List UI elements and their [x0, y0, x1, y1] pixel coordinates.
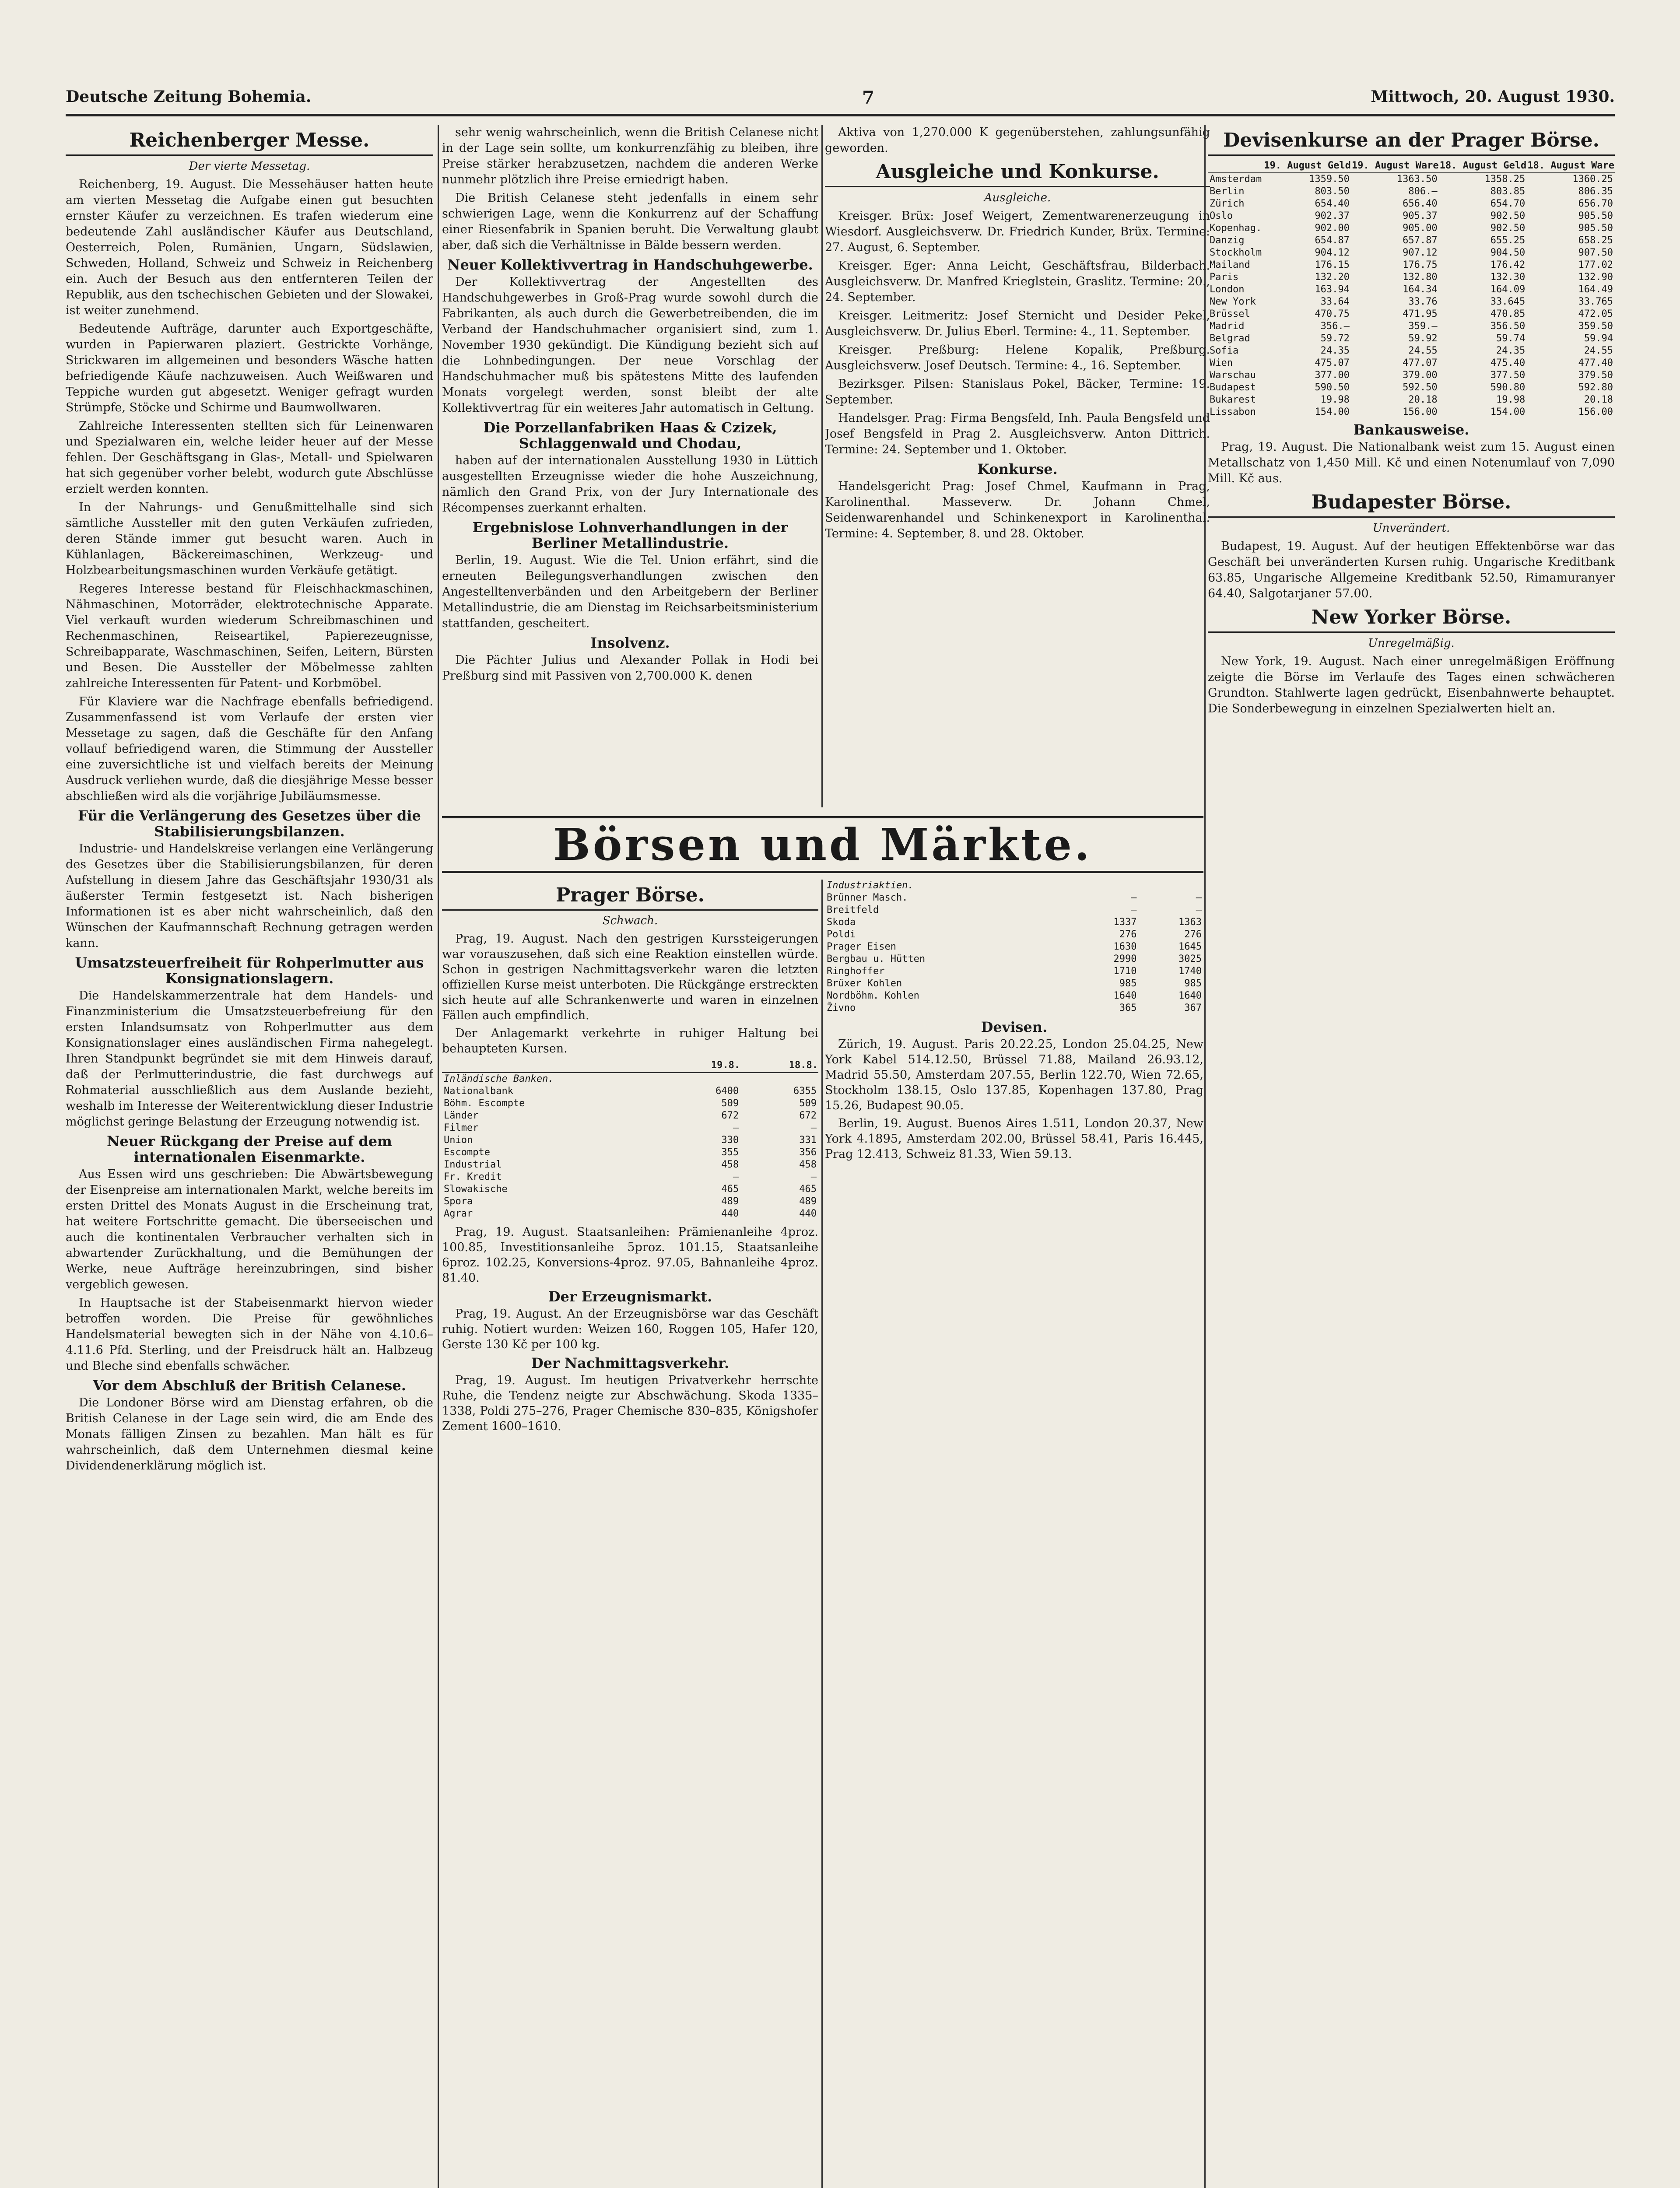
article-subtitle: Schwach.	[602, 914, 658, 927]
table-row	[442, 1147, 818, 1159]
table-cell-value: 359.—	[1408, 321, 1438, 332]
table-cell-name: New York	[1210, 296, 1256, 307]
section-heading: Für die Verlängerung des Gesetzes über die Stabilisierungsbilanzen.	[78, 807, 421, 840]
table-cell-value: 132.80	[1403, 272, 1438, 283]
table-row	[442, 1110, 818, 1122]
section-heading: Der Erzeugnismarkt.	[548, 1288, 712, 1305]
table-row	[442, 1171, 818, 1183]
table-cell-value: 803.85	[1490, 186, 1526, 197]
table-cell-value: 985	[1184, 978, 1202, 989]
paragraph: Berlin, 19. August. Buenos Aires 1.511, London 20.37, New York 4.1895, Amsterdam 202.00, Brüssel 58.41, Paris 16.445, Prag 12.413, Schweiz 81.33, Wien 59.13.	[825, 1117, 1203, 1161]
table-cell-value: 132.90	[1578, 272, 1613, 283]
table-row	[1208, 186, 1615, 198]
table-cell-value: 59.92	[1408, 333, 1438, 344]
table-cell-name: Agrar	[444, 1208, 473, 1219]
paragraph: Industrie- und Handelskreise verlangen eine Verlängerung des Gesetzes über die Stabilisierungsbilanzen, für deren Aufstellung in diesem Jahre das Geschäftsjahr 1930/31 als äußerster Termin festgesetzt ist. Nach bisherigen Informationen ist es aber nicht wahrscheinlich, daß den Wünschen der Kaufmannschaft Rechnung getragen werden kann.	[66, 842, 433, 950]
table-header-row	[1208, 159, 1615, 173]
table-row	[1208, 345, 1615, 357]
table-cell-name: Berlin	[1210, 186, 1245, 197]
paragraph: Für Klaviere war die Nachfrage ebenfalls befriedigend. Zusammenfassend ist vom Verlaufe der ersten vier Messetage zu sagen, daß die Geschäfte für den Anfang vollauf befriedigend waren, die Stimmung der Aussteller eine zuversichtliche ist und vielfach bereits der Meinung Ausdruck verliehen wurde, daß die diesjährige Messe besser abschließen wird als die vorjährige Jubiläumsmesse.	[66, 695, 433, 803]
table-row	[1208, 382, 1615, 394]
table-cell-value: 163.94	[1315, 284, 1350, 295]
table-cell-name: Breitfeld	[827, 905, 879, 915]
table-cell-value: —	[810, 1171, 817, 1182]
paragraph: Zürich, 19. August. Paris 20.22.25, London 25.04.25, New York Kabel 514.12.50, Brüssel 71.88, Mailand 26.93.12, Madrid 55.50, Amsterdam 207.55, Berlin 122.70, Wien 72.65, Stockholm 138.15, Oslo 137.85, Kopenhagen 137.80, Prag 15.26, Budapest 90.05.	[825, 1038, 1203, 1112]
exchange-rate-table	[1208, 159, 1615, 418]
article-title: Prager Börse.	[442, 884, 818, 911]
table-row	[825, 978, 1203, 990]
table-cell-value: 367	[1184, 1003, 1202, 1013]
paragraph: Handelsger. Prag: Firma Bengsfeld, Inh. Paula Bengsfeld und Josef Bengsfeld in Prag 2. Ausgleichsverw. Anton Dittrich. Termine: 24. September und 1. Oktober.	[825, 411, 1210, 456]
table-row	[1208, 406, 1615, 418]
table-cell-value: 154.00	[1490, 407, 1526, 417]
table-cell-value: 803.50	[1315, 186, 1350, 197]
table-cell-value: 176.15	[1315, 259, 1350, 270]
table-cell-value: 377.50	[1490, 370, 1526, 381]
paragraph: Kreisger. Leitmeritz: Josef Sternicht und Desider Pekel, Ausgleichsverw. Dr. Julius Eberl. Termine: 4., 11. September.	[825, 309, 1210, 338]
article-subtitle: Der vierte Messetag.	[189, 160, 310, 173]
paragraph: Handelsgericht Prag: Josef Chmel, Kaufmann in Prag, Karolinenthal. Masseverw. Dr. Johann Chmel, Seidenwarenhandel und Schinkenexport in Karolinenthal. Termine: 4. September, 8. und 28. Oktober.	[825, 480, 1210, 540]
table-cell-value: 654.87	[1315, 235, 1350, 246]
table-cell-name: London	[1210, 284, 1245, 295]
table-cell-value: 458	[721, 1159, 739, 1170]
section-heading: Insolvenz.	[590, 635, 670, 651]
paragraph: Kreisger. Brüx: Josef Weigert, Zementwarenerzeugung in Wiesdorf. Ausgleichsverw. Dr. Friedrich Kunder, Brüx. Termine: 27. August, 6. September.	[825, 209, 1210, 254]
paragraph: Budapest, 19. August. Auf der heutigen Effektenbörse war das Geschäft bei unveränderten Kursen ruhig. Ungarische Kreditbank 63.85, Ungarische Allgemeine Kreditbank 52.50, Rimamuranyer 64.40, Salgotarjaner 57.00.	[1208, 540, 1615, 600]
table-cell-value: 985	[1119, 978, 1137, 989]
table-cell-value: 164.49	[1578, 284, 1613, 295]
table-cell-value: 276	[1119, 929, 1137, 940]
table-cell-value: 6355	[793, 1086, 817, 1097]
table-cell-value: 1363.50	[1396, 174, 1438, 185]
paragraph: Regeres Interesse bestand für Fleischhackmaschinen, Nähmaschinen, Motorräder, elektrotechnische Apparate. Viel verkauft wurden wiederum Schreibmaschinen und Rechenmaschinen, Reiseartikel, Papierezeugnisse, Schreibapparate, Waschmaschinen, Seifen, Leitern, Bürsten und Besen. Die Aussteller der Möbelmesse zahlten zahlreiche Interessenten für Patent- und Korbmöbel.	[66, 582, 433, 690]
table-cell-value: 356.—	[1320, 321, 1350, 332]
table-cell-value: 470.85	[1490, 309, 1526, 319]
column-devisen	[825, 880, 1203, 2188]
article-subtitle: Unverändert.	[1372, 522, 1450, 535]
column-devisenkurse	[1208, 125, 1615, 2188]
paper-name: Deutsche Zeitung Bohemia.	[66, 88, 312, 106]
table-cell-value: 24.35	[1320, 345, 1350, 356]
table-section-row	[825, 880, 1203, 892]
table-cell-value: 509	[799, 1098, 817, 1109]
table-cell-value: 907.12	[1403, 247, 1438, 258]
table-cell-value: 509	[721, 1098, 739, 1109]
column-rule	[821, 125, 823, 807]
table-cell-value: 1360.25	[1572, 174, 1613, 185]
table-cell-value: 379.50	[1578, 370, 1613, 381]
table-cell-value: 177.02	[1578, 259, 1613, 270]
paragraph: Der Kollektivvertrag der Angestellten des Handschuhgewerbes in Groß-Prag wurde sowohl durch die Fabrikanten, als auch durch die Gewerbetreibenden, die im Verband der Handschuhmacher organisiert sind, zum 1. November 1930 gekündigt. Die Kündigung bezieht sich auf die Lohnbedingungen. Der neue Vorschlag der Handschuhmacher muß bis spätestens Mitte des laufenden Monats vorgelegt werden, sonst bleibt der alte Kollektivvertrag für ein weiteres Jahr automatisch in Geltung.	[442, 275, 818, 415]
table-cell-value: 1640	[1178, 990, 1202, 1001]
column-messe	[66, 125, 433, 2188]
table-row	[442, 1196, 818, 1208]
table-cell-value: 377.00	[1315, 370, 1350, 381]
table-row	[1208, 222, 1615, 235]
table-cell-value: 902.37	[1315, 210, 1350, 221]
table-row	[1208, 235, 1615, 247]
table-section-row	[442, 1073, 818, 1085]
table-row	[1208, 284, 1615, 296]
article-title: Reichenberger Messe.	[66, 129, 433, 156]
table-row	[825, 953, 1203, 965]
table-cell-value: 806.35	[1578, 186, 1613, 197]
table-row	[1208, 173, 1615, 186]
table-row	[825, 941, 1203, 953]
paragraph: Prag, 19. August. Im heutigen Privatverkehr herrschte Ruhe, die Tendenz neigte zur Abschwächung. Skoda 1335–1338, Poldi 275–276, Prager Chemische 830–835, Königshofer Zement 1600–1610.	[442, 1374, 818, 1433]
column-rule	[821, 880, 823, 2188]
table-row	[825, 916, 1203, 929]
table-cell-value: 1337	[1113, 917, 1137, 928]
section-heading: Bankausweise.	[1353, 421, 1470, 438]
table-cell-value: 654.40	[1315, 198, 1350, 209]
table-cell-value: 19.98	[1320, 394, 1350, 405]
table-cell-value: 1740	[1178, 966, 1202, 977]
table-cell-name: Kopenhag.	[1210, 223, 1262, 234]
table-row	[825, 904, 1203, 916]
table-cell-value: 3025	[1178, 954, 1202, 964]
table-cell-value: 176.42	[1490, 259, 1526, 270]
table-row	[1208, 394, 1615, 406]
section-heading: Neuer Rückgang der Preise auf dem internationalen Eisenmarkte.	[107, 1133, 392, 1165]
table-cell-name: Oslo	[1210, 210, 1233, 221]
table-cell-value: 1363	[1178, 917, 1202, 928]
table-row	[1208, 320, 1615, 333]
table-header: 18. August Ware	[1527, 159, 1615, 173]
table-row	[1208, 357, 1615, 369]
table-cell-value: 331	[799, 1135, 817, 1146]
column-celanese	[442, 125, 818, 781]
table-cell-value: 905.00	[1403, 223, 1438, 234]
stock-table	[442, 1059, 818, 1220]
table-cell-value: 33.76	[1408, 296, 1438, 307]
table-row	[1208, 369, 1615, 382]
table-cell-value: 20.18	[1584, 394, 1613, 405]
section-heading: Umsatzsteuerfreiheit für Rohperlmutter aus Konsignationslagern.	[75, 954, 424, 987]
table-cell-value: 1630	[1113, 941, 1137, 952]
table-cell-value: 590.50	[1315, 382, 1350, 393]
issue-date: Mittwoch, 20. August 1930.	[1371, 88, 1615, 106]
paragraph: Aus Essen wird uns geschrieben: Die Abwärtsbewegung der Eisenpreise am internationalen Markt, welche bereits im ersten Drittel des Monats August in die Erscheinung trat, hat weitere Fortschritte gemacht. Die überseeischen und auch die kontinentalen Verbraucher verhalten sich in abwartender Zurückhaltung, und die Bemühungen der Werke, neue Aufträge hereinzubringen, sind bisher vergeblich gewesen.	[66, 1168, 433, 1291]
table-row	[1208, 296, 1615, 308]
table-header: 19.8.	[663, 1059, 740, 1073]
table-cell-value: 132.30	[1490, 272, 1526, 283]
table-cell-value: 6400	[715, 1086, 739, 1097]
table-row	[1208, 210, 1615, 222]
table-cell-value: —	[1131, 905, 1137, 915]
table-cell-value: 59.94	[1584, 333, 1613, 344]
table-cell-value: —	[1196, 905, 1202, 915]
table-section-label: Inländische Banken.	[444, 1073, 554, 1084]
table-cell-value: 658.25	[1578, 235, 1613, 246]
table-cell-name: Amsterdam	[1210, 174, 1262, 185]
table-header: 19. August Ware	[1351, 159, 1439, 173]
table-cell-name: Industrial	[444, 1159, 502, 1170]
table-cell-value: 902.00	[1315, 223, 1350, 234]
table-cell-value: 1359.50	[1309, 174, 1350, 185]
stock-table-industry	[825, 880, 1203, 1014]
table-cell-value: 132.20	[1315, 272, 1350, 283]
paragraph: Prag, 19. August. An der Erzeugnisbörse war das Geschäft ruhig. Notiert wurden: Weizen 160, Roggen 105, Hafer 120, Gerste 130 Kč per 100 kg.	[442, 1307, 818, 1351]
table-row	[1208, 308, 1615, 320]
table-cell-value: 59.72	[1320, 333, 1350, 344]
table-cell-value: 164.34	[1403, 284, 1438, 295]
page-number: 7	[862, 88, 874, 108]
table-cell-value: 465	[721, 1184, 739, 1195]
table-cell-value: 355	[721, 1147, 739, 1158]
table-header-row	[442, 1059, 818, 1073]
table-cell-value: 654.70	[1490, 198, 1526, 209]
table-cell-value: 19.98	[1496, 394, 1526, 405]
table-cell-name: Danzig	[1210, 235, 1245, 246]
table-cell-name: Skoda	[827, 917, 856, 928]
paragraph: Bezirksger. Pilsen: Stanislaus Pokel, Bäcker, Termine: 19. September.	[825, 377, 1210, 407]
paragraph: Die British Celanese steht jedenfalls in einem sehr schwierigen Lage, wenn die Konkurrenz auf der Schaffung einer Riesenfabrik in Spanien beruht. Die Verwaltung glaubt aber, daß sich die Verhältnisse in Bälde bessern werden.	[442, 191, 818, 252]
table-cell-value: 477.40	[1578, 358, 1613, 368]
table-header	[1208, 159, 1263, 173]
table-cell-name: Brünner Masch.	[827, 892, 908, 903]
table-cell-value: 24.55	[1408, 345, 1438, 356]
table-cell-name: Zürich	[1210, 198, 1245, 209]
table-cell-value: 359.50	[1578, 321, 1613, 332]
paragraph: Prag, 19. August. Staatsanleihen: Prämienanleihe 4proz. 100.85, Investitionsanleihe 5proz. 101.15, Staatsanleihe 6proz. 102.25, Konversions-4proz. 97.05, Bahnanleihe 4proz. 81.40.	[442, 1225, 818, 1285]
table-cell-value: 176.75	[1403, 259, 1438, 270]
table-cell-value: 458	[799, 1159, 817, 1170]
table-cell-value: 592.80	[1578, 382, 1613, 393]
article-title: Ausgleiche und Konkurse.	[825, 161, 1210, 187]
table-header: 18.8.	[740, 1059, 818, 1073]
paragraph: Aktiva von 1,270.000 K gegenüberstehen, zahlungsunfähig geworden.	[825, 126, 1210, 155]
table-cell-value: 470.75	[1315, 309, 1350, 319]
paragraph: Reichenberg, 19. August. Die Messehäuser hatten heute am vierten Messetag die Aufgabe einen gut besuchten ernster Käufer zu verzeichnen. Es trafen wiederum eine bedeutende Zahl ausländischer Käufer aus Deutschland, Oesterreich, Polen, Rumänien, Ungarn, Südslawien, Schweden, Holland, Schweiz und Schweiz in Reichenberg ein. Auch der Besuch aus den entfernteren Teilen der Republik, aus den tschechischen Gebieten und der Slowakei, ist weiter zunehmend.	[66, 178, 433, 317]
table-cell-name: Mailand	[1210, 259, 1250, 270]
table-cell-value: 907.50	[1578, 247, 1613, 258]
paragraph: Berlin, 19. August. Wie die Tel. Union erfährt, sind die erneuten Beilegungsverhandlungen zwischen den Angestelltenverbänden und den Arbeitgebern der Berliner Metallindustrie, die am Dienstag im Reichsarbeitsministerium stattfanden, gescheitert.	[442, 554, 818, 630]
table-cell-value: 672	[799, 1110, 817, 1121]
table-section-label: Industriaktien.	[827, 880, 914, 891]
table-cell-value: 33.64	[1320, 296, 1350, 307]
table-header: 19. August Geld	[1263, 159, 1351, 173]
table-cell-value: 902.50	[1490, 223, 1526, 234]
table-cell-value: 156.00	[1403, 407, 1438, 417]
table-cell-name: Böhm. Escompte	[444, 1098, 525, 1109]
table-cell-value: —	[810, 1122, 817, 1133]
table-cell-value: 24.35	[1496, 345, 1526, 356]
table-cell-name: Fr. Kredit	[444, 1171, 502, 1182]
table-cell-value: 471.95	[1403, 309, 1438, 319]
table-cell-name: Länder	[444, 1110, 479, 1121]
paragraph: Der Anlagemarkt verkehrte in ruhiger Haltung bei behaupteten Kursen.	[442, 1027, 818, 1055]
table-cell-name: Escompte	[444, 1147, 490, 1158]
table-row	[442, 1085, 818, 1098]
table-cell-value: 905.37	[1403, 210, 1438, 221]
table-cell-value: 20.18	[1408, 394, 1438, 405]
table-cell-value: 489	[799, 1196, 817, 1207]
table-cell-value: 656.40	[1403, 198, 1438, 209]
table-cell-value: 59.74	[1496, 333, 1526, 344]
table-cell-name: Wien	[1210, 358, 1233, 368]
table-cell-value: 672	[721, 1110, 739, 1121]
paragraph: Prag, 19. August. Die Nationalbank weist zum 15. August einen Metallschatz von 1,450 Mill. Kč und einen Notenumlauf von 7,090 Mill. Kč aus.	[1208, 440, 1615, 485]
table-row	[1208, 247, 1615, 259]
table-row	[1208, 271, 1615, 284]
column-rule	[438, 125, 439, 2188]
section-heading: Die Porzellanfabriken Haas & Czizek, Schlaggenwald und Chodau,	[483, 419, 777, 452]
table-cell-value: —	[1196, 892, 1202, 903]
table-cell-value: 475.07	[1315, 358, 1350, 368]
table-cell-name: Lissabon	[1210, 407, 1256, 417]
table-cell-value: 657.87	[1403, 235, 1438, 246]
table-cell-value: 365	[1119, 1003, 1137, 1013]
table-cell-value: 905.50	[1578, 210, 1613, 221]
table-cell-value: 472.05	[1578, 309, 1613, 319]
table-cell-value: —	[733, 1171, 739, 1182]
section-heading: Der Nachmittagsverkehr.	[531, 1355, 730, 1371]
table-cell-value: 33.645	[1490, 296, 1526, 307]
paragraph: Bedeutende Aufträge, darunter auch Exportgeschäfte, wurden in Papierwaren plaziert. Gestrickte Vorhänge, Strickwaren im allgemeinen und besonders Wäsche hatten befriedigende Käufe nachzuweisen. Auch Weißwaren und Teppiche wurden gut abgesetzt. Weniger gefragt wurden Strümpfe, Stöcke und Schirme und Baumwollwaren.	[66, 322, 433, 414]
table-cell-name: Sofia	[1210, 345, 1239, 356]
table-cell-value: 1358.25	[1484, 174, 1526, 185]
table-cell-name: Bukarest	[1210, 394, 1256, 405]
table-cell-value: 656.70	[1578, 198, 1613, 209]
table-row	[825, 1002, 1203, 1014]
paragraph: haben auf der internationalen Ausstellung 1930 in Lüttich ausgestellten Erzeugnisse wieder die hohe Auszeichnung, nämlich den Grand Prix, von der Jury Internationale des Récompenses zuerkannt erhalten.	[442, 454, 818, 515]
table-cell-name: Filmer	[444, 1122, 479, 1133]
table-cell-name: Nationalbank	[444, 1086, 513, 1097]
table-cell-name: Slowakische	[444, 1184, 508, 1195]
table-cell-name: Spora	[444, 1196, 473, 1207]
section-heading: Ergebnislose Lohnverhandlungen in der Berliner Metallindustrie.	[472, 519, 788, 551]
section-heading: Vor dem Abschluß der British Celanese.	[93, 1377, 406, 1394]
table-row	[825, 965, 1203, 978]
table-cell-name: Stockholm	[1210, 247, 1262, 258]
table-cell-value: 592.50	[1403, 382, 1438, 393]
table-cell-name: Prager Eisen	[827, 941, 896, 952]
table-row	[442, 1208, 818, 1220]
table-cell-value: 1645	[1178, 941, 1202, 952]
table-cell-value: 356.50	[1490, 321, 1526, 332]
table-cell-value: 1710	[1113, 966, 1137, 977]
table-row	[1208, 259, 1615, 271]
section-heading: Konkurse.	[977, 461, 1058, 477]
table-row	[825, 929, 1203, 941]
table-cell-value: 440	[721, 1208, 739, 1219]
table-row	[442, 1098, 818, 1110]
table-cell-value: 465	[799, 1184, 817, 1195]
table-cell-name: Poldi	[827, 929, 856, 940]
column-konkurse	[825, 125, 1210, 781]
paragraph: Prag, 19. August. Nach den gestrigen Kurssteigerungen war vorauszusehen, daß sich eine Reaktion einstellen würde. Schon in gestrigen Nachmittagsverkehr waren die letzten offiziellen Kurse meist unterboten. Die Rückgänge erstreckten sich heute auf alle Schrankenwerte und waren in einzelnen Fällen auch empfindlich.	[442, 932, 818, 1022]
column-prager-boerse	[442, 880, 818, 2188]
paragraph: In Hauptsache ist der Stabeisenmarkt hiervon wieder betroffen worden. Die Preise für gewöhnliches Handelsmaterial bewegten sich in der Nähe von 4.10.6–4.11.6 Pfd. Sterling, und der Preisdruck hält an. Halbzeug und Bleche sind ebenfalls schwächer.	[66, 1296, 433, 1373]
table-row	[825, 990, 1203, 1002]
table-cell-value: 1640	[1113, 990, 1137, 1001]
table-cell-value: 590.80	[1490, 382, 1526, 393]
article-title: New Yorker Börse.	[1208, 606, 1615, 633]
paragraph: New York, 19. August. Nach einer unregelmäßigen Eröffnung zeigte die Börse im Verlaufe des Tages einen schwächeren Grundton. Stahlwerte lagen gedrückt, Eisenbahnwerte behauptet. Die Sonderbewegung in einzelnen Spezialwerten hielt an.	[1208, 655, 1615, 715]
table-row	[442, 1159, 818, 1171]
table-cell-value: —	[733, 1122, 739, 1133]
table-cell-name: Union	[444, 1135, 473, 1146]
table-cell-name: Paris	[1210, 272, 1239, 283]
table-cell-value: 904.50	[1490, 247, 1526, 258]
section-banner: Börsen und Märkte.	[442, 816, 1203, 873]
article-title: Budapester Börse.	[1208, 491, 1615, 518]
table-row	[442, 1134, 818, 1147]
masthead	[66, 83, 1615, 116]
table-cell-name: Ringhoffer	[827, 966, 885, 977]
table-cell-value: 440	[799, 1208, 817, 1219]
table-cell-value: 477.07	[1403, 358, 1438, 368]
table-cell-value: 276	[1184, 929, 1202, 940]
paragraph: sehr wenig wahrscheinlich, wenn die British Celanese nicht in der Lage sein sollte, um konkurrenzfähig zu bleiben, ihre Preise stärker herabzusetzen, nachdem die anderen Werke nunmehr plötzlich ihre Preise erniedrigt haben.	[442, 126, 818, 186]
article-subtitle: Ausgleiche.	[984, 191, 1051, 204]
table-cell-name: Brüxer Kohlen	[827, 978, 902, 989]
table-cell-value: 33.765	[1578, 296, 1613, 307]
table-cell-value: 379.00	[1403, 370, 1438, 381]
table-row	[442, 1183, 818, 1196]
table-row	[1208, 198, 1615, 210]
table-cell-value: 24.55	[1584, 345, 1613, 356]
paragraph: Zahlreiche Interessenten stellten sich für Leinenwaren und Spezialwaren ein, welche leider heuer auf der Messe fehlen. Der Geschäftsgang in Glas-, Metall- und Spielwaren hat sich gegenüber vorher belebt, wodurch gute Abschlüsse erzielt werden konnten.	[66, 419, 433, 496]
table-cell-name: Belgrad	[1210, 333, 1250, 344]
table-cell-value: —	[1131, 892, 1137, 903]
table-cell-value: 655.25	[1490, 235, 1526, 246]
table-row	[442, 1122, 818, 1134]
section-heading: Neuer Kollektivvertrag in Handschuhgewerbe.	[447, 256, 813, 273]
paragraph: Die Londoner Börse wird am Dienstag erfahren, ob die British Celanese in der Lage sein wird, die am Ende des Monats fälligen Zinsen zu bezahlen. Man hält es für wahrscheinlich, daß dem Unternehmen diesmal keine Dividendenerklärung möglich ist.	[66, 1396, 433, 1473]
table-cell-value: 154.00	[1315, 407, 1350, 417]
article-subtitle: Unregelmäßig.	[1368, 637, 1455, 650]
table-cell-value: 330	[721, 1135, 739, 1146]
table-cell-value: 489	[721, 1196, 739, 1207]
section-heading: Devisen.	[981, 1019, 1048, 1035]
table-cell-value: 902.50	[1490, 210, 1526, 221]
paragraph: Kreisger. Eger: Anna Leicht, Geschäftsfrau, Bilderbach. Ausgleichsverw. Dr. Manfred Krieglstein, Graslitz. Termine: 20., 24. September.	[825, 259, 1210, 304]
table-cell-name: Nordböhm. Kohlen	[827, 990, 919, 1001]
table-header: 18. August Geld	[1439, 159, 1527, 173]
table-cell-value: 156.00	[1578, 407, 1613, 417]
paragraph: Kreisger. Preßburg: Helene Kopalik, Preßburg. Ausgleichsverw. Josef Deutsch. Termine: 4., 16. September.	[825, 343, 1210, 372]
table-cell-value: 356	[799, 1147, 817, 1158]
table-row	[825, 892, 1203, 904]
article-title: Devisenkurse an der Prager Börse.	[1208, 129, 1615, 156]
table-header	[442, 1059, 663, 1073]
table-cell-value: 475.40	[1490, 358, 1526, 368]
table-cell-value: 904.12	[1315, 247, 1350, 258]
table-cell-name: Madrid	[1210, 321, 1245, 332]
table-row	[1208, 333, 1615, 345]
paragraph: Die Handelskammerzentrale hat dem Handels- und Finanzministerium die Umsatzsteuerbefreiung für den ersten Inlandsumsatz von Rohperlmutter aus dem Konsignationslager eines ausländischen Firma nahegelegt. Ihren Standpunkt begründet sie mit dem Hinweis darauf, daß der Perlmutterindustrie, die fast durchwegs auf Rohmaterial ausschließlich aus dem Auslande bezieht, weshalb im Interesse der Weiterentwicklung dieser Industrie möglichst geringe Belastung der Erzeugung notwendig ist.	[66, 989, 433, 1129]
table-cell-name: Warschau	[1210, 370, 1256, 381]
table-cell-value: 806.—	[1408, 186, 1438, 197]
paragraph: Die Pächter Julius und Alexander Pollak in Hodi bei Preßburg sind mit Passiven von 2,700.000 K. denen	[442, 653, 818, 683]
paragraph: In der Nahrungs- und Genußmittelhalle sind sich sämtliche Aussteller mit den guten Verkäufen zufrieden, deren Stände immer gut besucht waren. Auch in Kühlanlagen, Bäckereimaschinen, Werkzeug- und Holzbearbeitungsmaschinen wurden Verkäufe getätigt.	[66, 501, 433, 577]
table-cell-value: 2990	[1113, 954, 1137, 964]
table-cell-value: 905.50	[1578, 223, 1613, 234]
table-cell-name: Brüssel	[1210, 309, 1250, 319]
table-cell-name: Bergbau u. Hütten	[827, 954, 926, 964]
table-cell-name: Živno	[827, 1003, 856, 1013]
table-cell-name: Budapest	[1210, 382, 1256, 393]
table-cell-value: 164.09	[1490, 284, 1526, 295]
